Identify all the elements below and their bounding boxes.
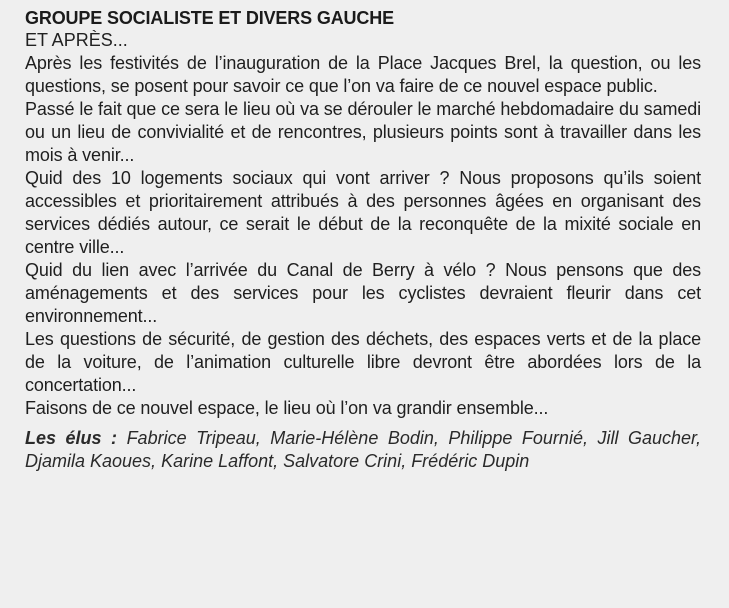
article-subtitle: ET APRÈS... <box>25 30 128 50</box>
paragraph-market: Passé le fait que ce sera le lieu où va se dérouler le marché hebdomadaire du samedi ou un lieu de convivialité et de rencontres, plusieurs points sont à travailler dans les mois à venir... <box>25 99 701 165</box>
group-title: GROUPE SOCIALISTE ET DIVERS GAUCHE <box>25 8 394 28</box>
signature-block <box>25 427 701 473</box>
article-body <box>25 52 701 420</box>
paragraph-housing: Quid des 10 logements sociaux qui vont arriver ? Nous proposons qu’ils soient accessibles et prioritairement attribués à des personnes âgées en organisant des services dédiés autour, ce serait le début de la reconquête de la mixité sociale en centre ville... <box>25 168 701 257</box>
signature-names: Fabrice Tripeau, Marie-Hélène Bodin, Philippe Fournié, Jill Gaucher, Djamila Kaoues, Karine Laffont, Salvatore Crini, Frédéric Dupin <box>25 428 702 471</box>
paragraph-questions: Les questions de sécurité, de gestion des déchets, des espaces verts et de la place de la voiture, de l’animation culturelle libre devront être abordées lors de la concertation... <box>25 329 701 395</box>
paragraph-intro: Après les festivités de l’inauguration de la Place Jacques Brel, la question, ou les questions, se posent pour savoir ce que l’on va faire de ce nouvel espace public. <box>25 53 701 96</box>
paragraph-closing: Faisons de ce nouvel espace, le lieu où l’on va grandir ensemble... <box>25 398 549 418</box>
paragraph-cycling: Quid du lien avec l’arrivée du Canal de Berry à vélo ? Nous pensons que des aménagements et des services pour les cyclistes devraient fleurir dans cet environnement... <box>25 260 701 326</box>
signature-label: Les élus : <box>25 428 118 448</box>
